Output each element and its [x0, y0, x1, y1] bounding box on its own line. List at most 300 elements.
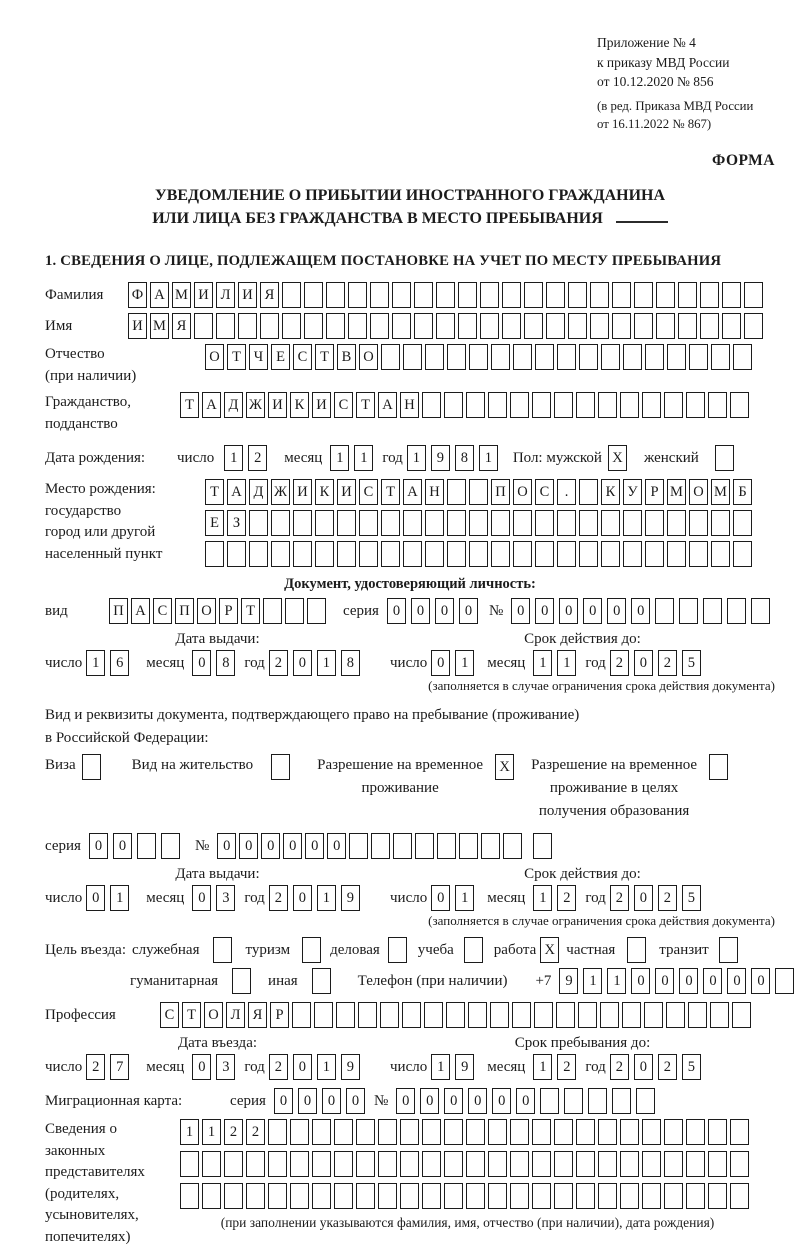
- char-cell: [532, 392, 551, 418]
- citizenship-label-2: подданство: [45, 415, 118, 432]
- char-cell: [686, 1151, 705, 1177]
- passport-dates-row: [45, 650, 775, 676]
- char-cell: [751, 598, 770, 624]
- year-label: год: [244, 1059, 265, 1076]
- char-cell: [510, 1119, 529, 1145]
- char-cell: [381, 510, 400, 536]
- char-cell: [381, 541, 400, 567]
- char-cell: [578, 1002, 597, 1028]
- char-cell: [546, 313, 565, 339]
- stay-month: [533, 1054, 581, 1080]
- char-cell: [488, 1119, 507, 1145]
- char-cell: [268, 1183, 287, 1209]
- char-cell: Р: [645, 479, 664, 505]
- temp-residence-edu-label: [531, 754, 697, 823]
- char-cell: И: [128, 313, 147, 339]
- char-cell: 2: [610, 650, 629, 676]
- char-cell: [554, 1183, 573, 1209]
- char-cell: [622, 1002, 641, 1028]
- phone-cells: [559, 968, 799, 994]
- permit-visa: [45, 754, 104, 780]
- char-cell: 5: [682, 885, 701, 911]
- char-cell: [642, 1151, 661, 1177]
- char-cell: [708, 1151, 727, 1177]
- char-cell: [620, 1119, 639, 1145]
- entry-date-heading: Дата въезда:: [177, 1035, 258, 1052]
- char-cell: [202, 1151, 221, 1177]
- char-cell: [180, 1151, 199, 1177]
- patronymic-row: [45, 344, 775, 387]
- char-cell: 0: [431, 650, 450, 676]
- char-cell: [469, 510, 488, 536]
- char-cell: 2: [269, 885, 288, 911]
- char-cell: [513, 541, 532, 567]
- purpose-row-2: [45, 968, 775, 994]
- char-cell: [554, 1151, 573, 1177]
- char-cell: 9: [341, 1054, 360, 1080]
- char-cell: [378, 1151, 397, 1177]
- day-label: число: [177, 450, 215, 467]
- birth-place-row: [45, 479, 775, 567]
- edition-block: [597, 97, 775, 134]
- rvp-issue-fields: [45, 885, 390, 911]
- char-cell: [627, 937, 646, 963]
- char-cell: [719, 937, 738, 963]
- char-cell: [557, 510, 576, 536]
- day-label: число: [390, 890, 428, 907]
- patronymic-cells: [205, 344, 755, 370]
- char-cell: [733, 541, 752, 567]
- char-cell: [703, 598, 722, 624]
- representatives-label-line: Сведения о: [45, 1121, 117, 1138]
- char-cell: 0: [435, 598, 454, 624]
- char-cell: Я: [172, 313, 191, 339]
- char-cell: 2: [246, 1119, 265, 1145]
- purpose-transit-label: транзит: [659, 942, 709, 959]
- temp-residence-checkbox: [495, 754, 517, 780]
- char-cell: М: [711, 479, 730, 505]
- migration-card-label: Миграционная карта:: [45, 1093, 183, 1110]
- passport-valid-day: [431, 650, 479, 676]
- doc-type-label: вид: [45, 603, 68, 620]
- char-cell: 0: [283, 833, 302, 859]
- series-label: серия: [343, 603, 379, 620]
- char-cell: [459, 833, 478, 859]
- char-cell: К: [601, 479, 620, 505]
- char-cell: А: [150, 282, 169, 308]
- char-cell: [326, 282, 345, 308]
- blank-underline: [616, 221, 668, 223]
- char-cell: З: [227, 510, 246, 536]
- char-cell: С: [293, 344, 312, 370]
- char-cell: [620, 1183, 639, 1209]
- rvp-dates-row: [45, 885, 775, 911]
- char-cell: [554, 392, 573, 418]
- char-cell: [425, 344, 444, 370]
- char-cell: 2: [269, 1054, 288, 1080]
- char-cell: [709, 754, 728, 780]
- permit-residence: [132, 754, 293, 780]
- representatives-label-line: попечителях): [45, 1228, 131, 1245]
- char-cell: [711, 541, 730, 567]
- char-cell: [598, 1151, 617, 1177]
- char-cell: 0: [431, 885, 450, 911]
- residence-label: Вид на жительство: [131, 757, 254, 774]
- name-cells: [128, 313, 766, 339]
- char-cell: И: [194, 282, 213, 308]
- visa-label: Виза: [45, 757, 76, 774]
- char-cell: 1: [533, 885, 552, 911]
- forma-label: ФОРМА: [711, 151, 775, 169]
- purpose-label: Цель въезда:: [45, 942, 126, 959]
- representatives-label-line: (родителях,: [45, 1185, 120, 1202]
- migration-series-cells: [274, 1088, 370, 1114]
- rvp-number-cells: [217, 833, 555, 859]
- char-cell: X: [540, 937, 559, 963]
- char-cell: 0: [492, 1088, 511, 1114]
- residence-checkbox: [271, 754, 293, 780]
- rvp-valid-day: [431, 885, 479, 911]
- char-cell: [271, 754, 290, 780]
- passport-valid-note: (заполняется в случае ограничения срока действия документа): [428, 678, 775, 694]
- char-cell: [612, 1088, 631, 1114]
- char-cell: [180, 1183, 199, 1209]
- char-cell: [491, 541, 510, 567]
- char-cell: 0: [274, 1088, 293, 1114]
- char-cell: [378, 1119, 397, 1145]
- char-cell: Ф: [128, 282, 147, 308]
- char-cell: 1: [330, 445, 349, 471]
- sex-male-checkbox: [608, 445, 630, 471]
- char-cell: 3: [216, 885, 235, 911]
- char-cell: 2: [86, 1054, 105, 1080]
- char-cell: [469, 479, 488, 505]
- char-cell: [503, 833, 522, 859]
- representatives-label-block: [45, 1119, 180, 1248]
- char-cell: [733, 344, 752, 370]
- permits-row: [45, 754, 775, 823]
- char-cell: Ж: [246, 392, 265, 418]
- char-cell: .: [557, 479, 576, 505]
- page-title: [45, 184, 775, 230]
- purpose-humanitarian-label: гуманитарная: [130, 973, 219, 990]
- char-cell: [414, 282, 433, 308]
- char-cell: [727, 598, 746, 624]
- char-cell: 0: [305, 833, 324, 859]
- purpose-other-label: иная: [268, 973, 298, 990]
- char-cell: [488, 1183, 507, 1209]
- purpose-study-checkbox: [464, 937, 486, 963]
- char-cell: [488, 1151, 507, 1177]
- char-cell: [642, 392, 661, 418]
- char-cell: [271, 510, 290, 536]
- entry-date-fields: [45, 1054, 390, 1080]
- passport-valid-year: [610, 650, 706, 676]
- identity-doc-row: [45, 598, 775, 624]
- char-cell: О: [204, 1002, 223, 1028]
- series-label: серия: [45, 838, 81, 855]
- char-cell: [315, 541, 334, 567]
- char-cell: [556, 1002, 575, 1028]
- char-cell: [644, 1002, 663, 1028]
- char-cell: [579, 510, 598, 536]
- char-cell: [334, 1183, 353, 1209]
- char-cell: [645, 541, 664, 567]
- char-cell: 0: [411, 598, 430, 624]
- surname-row: [45, 282, 775, 308]
- entry-dates-headings: [45, 1035, 775, 1052]
- char-cell: 0: [559, 598, 578, 624]
- char-cell: [557, 541, 576, 567]
- stay-until-fields: [390, 1054, 706, 1080]
- char-cell: [733, 510, 752, 536]
- char-cell: 0: [535, 598, 554, 624]
- permits-intro-line-1: Вид и реквизиты документа, подтверждающего право на пребывание (проживание): [45, 707, 580, 724]
- char-cell: 0: [459, 598, 478, 624]
- char-cell: С: [334, 392, 353, 418]
- purpose-study-label: учеба: [417, 942, 454, 959]
- char-cell: О: [513, 479, 532, 505]
- birth-place-label-city: город или другой: [45, 524, 156, 541]
- char-cell: [491, 344, 510, 370]
- char-cell: [590, 282, 609, 308]
- char-cell: [468, 1002, 487, 1028]
- visa-checkbox: [82, 754, 104, 780]
- rvp-valid-note: (заполняется в случае ограничения срока действия документа): [428, 913, 775, 929]
- purpose-official-checkbox: [213, 937, 235, 963]
- passport-valid-month: [533, 650, 581, 676]
- char-cell: 1: [407, 445, 426, 471]
- char-cell: М: [667, 479, 686, 505]
- char-cell: 0: [607, 598, 626, 624]
- char-cell: [775, 968, 794, 994]
- char-cell: [447, 510, 466, 536]
- section1-heading: 1. СВЕДЕНИЯ О ЛИЦЕ, ПОДЛЕЖАЩЕМ ПОСТАНОВКЕ НА УЧЕТ ПО МЕСТУ ПРЕБЫВАНИЯ: [45, 253, 722, 270]
- representatives-rows: [180, 1119, 755, 1231]
- purpose-tourism-checkbox: [302, 937, 324, 963]
- char-cell: С: [359, 479, 378, 505]
- char-cell: [290, 1183, 309, 1209]
- char-cell: [722, 282, 741, 308]
- char-cell: [82, 754, 101, 780]
- char-cell: [730, 392, 749, 418]
- identity-doc-heading: Документ, удостоверяющий личность:: [284, 576, 536, 593]
- char-cell: 0: [396, 1088, 415, 1114]
- representatives-note: (при заполнении указываются фамилия, имя, отчество (при наличии), дата рождения): [220, 1215, 715, 1231]
- char-cell: [466, 1183, 485, 1209]
- char-cell: 8: [216, 650, 235, 676]
- char-cell: [744, 282, 763, 308]
- char-cell: 0: [327, 833, 346, 859]
- char-cell: [216, 313, 235, 339]
- char-cell: О: [205, 344, 224, 370]
- month-label: месяц: [284, 450, 323, 467]
- char-cell: [205, 541, 224, 567]
- char-cell: [414, 313, 433, 339]
- day-label: число: [45, 655, 83, 672]
- purpose-business-checkbox: [388, 937, 410, 963]
- year-label: год: [585, 890, 606, 907]
- char-cell: [490, 1002, 509, 1028]
- char-cell: [679, 598, 698, 624]
- char-cell: X: [495, 754, 514, 780]
- char-cell: И: [337, 479, 356, 505]
- char-cell: [532, 1183, 551, 1209]
- char-cell: [700, 313, 719, 339]
- char-cell: П: [491, 479, 510, 505]
- char-cell: [424, 1002, 443, 1028]
- edition-line: (в ред. Приказа МВД России: [597, 98, 754, 113]
- char-cell: А: [227, 479, 246, 505]
- char-cell: [491, 510, 510, 536]
- char-cell: [568, 313, 587, 339]
- char-cell: [722, 313, 741, 339]
- char-cell: [381, 344, 400, 370]
- char-cell: [282, 313, 301, 339]
- char-cell: [249, 510, 268, 536]
- char-cell: 7: [110, 1054, 129, 1080]
- number-sign: №: [373, 1093, 389, 1110]
- char-cell: [312, 1119, 331, 1145]
- char-cell: [447, 479, 466, 505]
- char-cell: 0: [192, 885, 211, 911]
- char-cell: [601, 344, 620, 370]
- sex-label: Пол: мужской: [512, 450, 602, 467]
- char-cell: [393, 833, 412, 859]
- char-cell: 0: [751, 968, 770, 994]
- char-cell: [285, 598, 304, 624]
- phone-label: Телефон (при наличии): [357, 973, 508, 990]
- char-cell: Ж: [271, 479, 290, 505]
- char-cell: 0: [511, 598, 530, 624]
- char-cell: 0: [192, 650, 211, 676]
- representatives-label-line: представителях: [45, 1164, 145, 1181]
- char-cell: [271, 541, 290, 567]
- passport-valid-heading: Срок действия до:: [524, 631, 641, 648]
- rvp-valid-month: [533, 885, 581, 911]
- char-cell: [447, 541, 466, 567]
- char-cell: О: [197, 598, 216, 624]
- char-cell: В: [337, 344, 356, 370]
- char-cell: 2: [610, 1054, 629, 1080]
- surname-label: Фамилия: [45, 287, 104, 304]
- char-cell: [403, 541, 422, 567]
- char-cell: 9: [559, 968, 578, 994]
- name-label: Имя: [45, 318, 73, 335]
- char-cell: [510, 1183, 529, 1209]
- char-cell: [315, 510, 334, 536]
- char-cell: [337, 510, 356, 536]
- char-cell: [224, 1183, 243, 1209]
- char-cell: [576, 1119, 595, 1145]
- char-cell: [458, 313, 477, 339]
- char-cell: 0: [634, 1054, 653, 1080]
- char-cell: Т: [180, 392, 199, 418]
- representatives-label-line: усыновителях,: [45, 1207, 139, 1224]
- char-cell: 2: [557, 885, 576, 911]
- purpose-private-label: частная: [566, 942, 616, 959]
- char-cell: [512, 1002, 531, 1028]
- char-cell: [546, 282, 565, 308]
- char-cell: 0: [113, 833, 132, 859]
- char-cell: И: [268, 392, 287, 418]
- char-cell: 1: [224, 445, 243, 471]
- birth-place-label-state: государство: [45, 502, 122, 519]
- char-cell: [312, 1183, 331, 1209]
- representatives-row: [45, 1119, 775, 1248]
- entry-month: [192, 1054, 240, 1080]
- char-cell: 0: [468, 1088, 487, 1114]
- char-cell: Е: [271, 344, 290, 370]
- char-cell: 1: [317, 650, 336, 676]
- patronymic-label-2: (при наличии): [45, 367, 137, 384]
- char-cell: [444, 392, 463, 418]
- appendix-line: от 10.12.2020 № 856: [597, 74, 714, 90]
- char-cell: [392, 313, 411, 339]
- char-cell: 3: [216, 1054, 235, 1080]
- birth-place-label: Место рождения:: [45, 481, 156, 498]
- char-cell: [469, 344, 488, 370]
- char-cell: М: [150, 313, 169, 339]
- char-cell: 2: [658, 650, 677, 676]
- day-label: число: [390, 1059, 428, 1076]
- char-cell: [371, 833, 390, 859]
- char-cell: Л: [216, 282, 235, 308]
- char-cell: [380, 1002, 399, 1028]
- char-cell: [422, 1183, 441, 1209]
- entry-year: [269, 1054, 365, 1080]
- char-cell: С: [160, 1002, 179, 1028]
- char-cell: [213, 937, 232, 963]
- char-cell: [466, 1119, 485, 1145]
- month-label: месяц: [146, 1059, 185, 1076]
- char-cell: 2: [658, 1054, 677, 1080]
- char-cell: 1: [557, 650, 576, 676]
- number-sign: №: [488, 603, 504, 620]
- char-cell: 1: [317, 885, 336, 911]
- char-cell: Р: [219, 598, 238, 624]
- permits-intro: [45, 704, 775, 750]
- char-cell: [370, 282, 389, 308]
- char-cell: [388, 937, 407, 963]
- char-cell: [246, 1151, 265, 1177]
- char-cell: [464, 937, 483, 963]
- permit-temp-residence-edu: [531, 754, 731, 823]
- char-cell: 0: [86, 885, 105, 911]
- char-cell: [425, 541, 444, 567]
- char-cell: 5: [682, 650, 701, 676]
- char-cell: У: [623, 479, 642, 505]
- birth-place-cells-row-2: [205, 510, 755, 536]
- char-cell: [686, 1183, 705, 1209]
- char-cell: 1: [202, 1119, 221, 1145]
- char-cell: [425, 510, 444, 536]
- char-cell: [689, 541, 708, 567]
- char-cell: 0: [293, 885, 312, 911]
- char-cell: 1: [86, 650, 105, 676]
- rvp-valid-year: [610, 885, 706, 911]
- char-cell: 1: [533, 650, 552, 676]
- migration-number-cells: [396, 1088, 660, 1114]
- purpose-other-checkbox: [312, 968, 334, 994]
- char-cell: [623, 344, 642, 370]
- char-cell: [540, 1088, 559, 1114]
- sex-female-checkbox: [715, 445, 737, 471]
- passport-issue-month: [192, 650, 240, 676]
- char-cell: 0: [239, 833, 258, 859]
- char-cell: [446, 1002, 465, 1028]
- char-cell: [612, 282, 631, 308]
